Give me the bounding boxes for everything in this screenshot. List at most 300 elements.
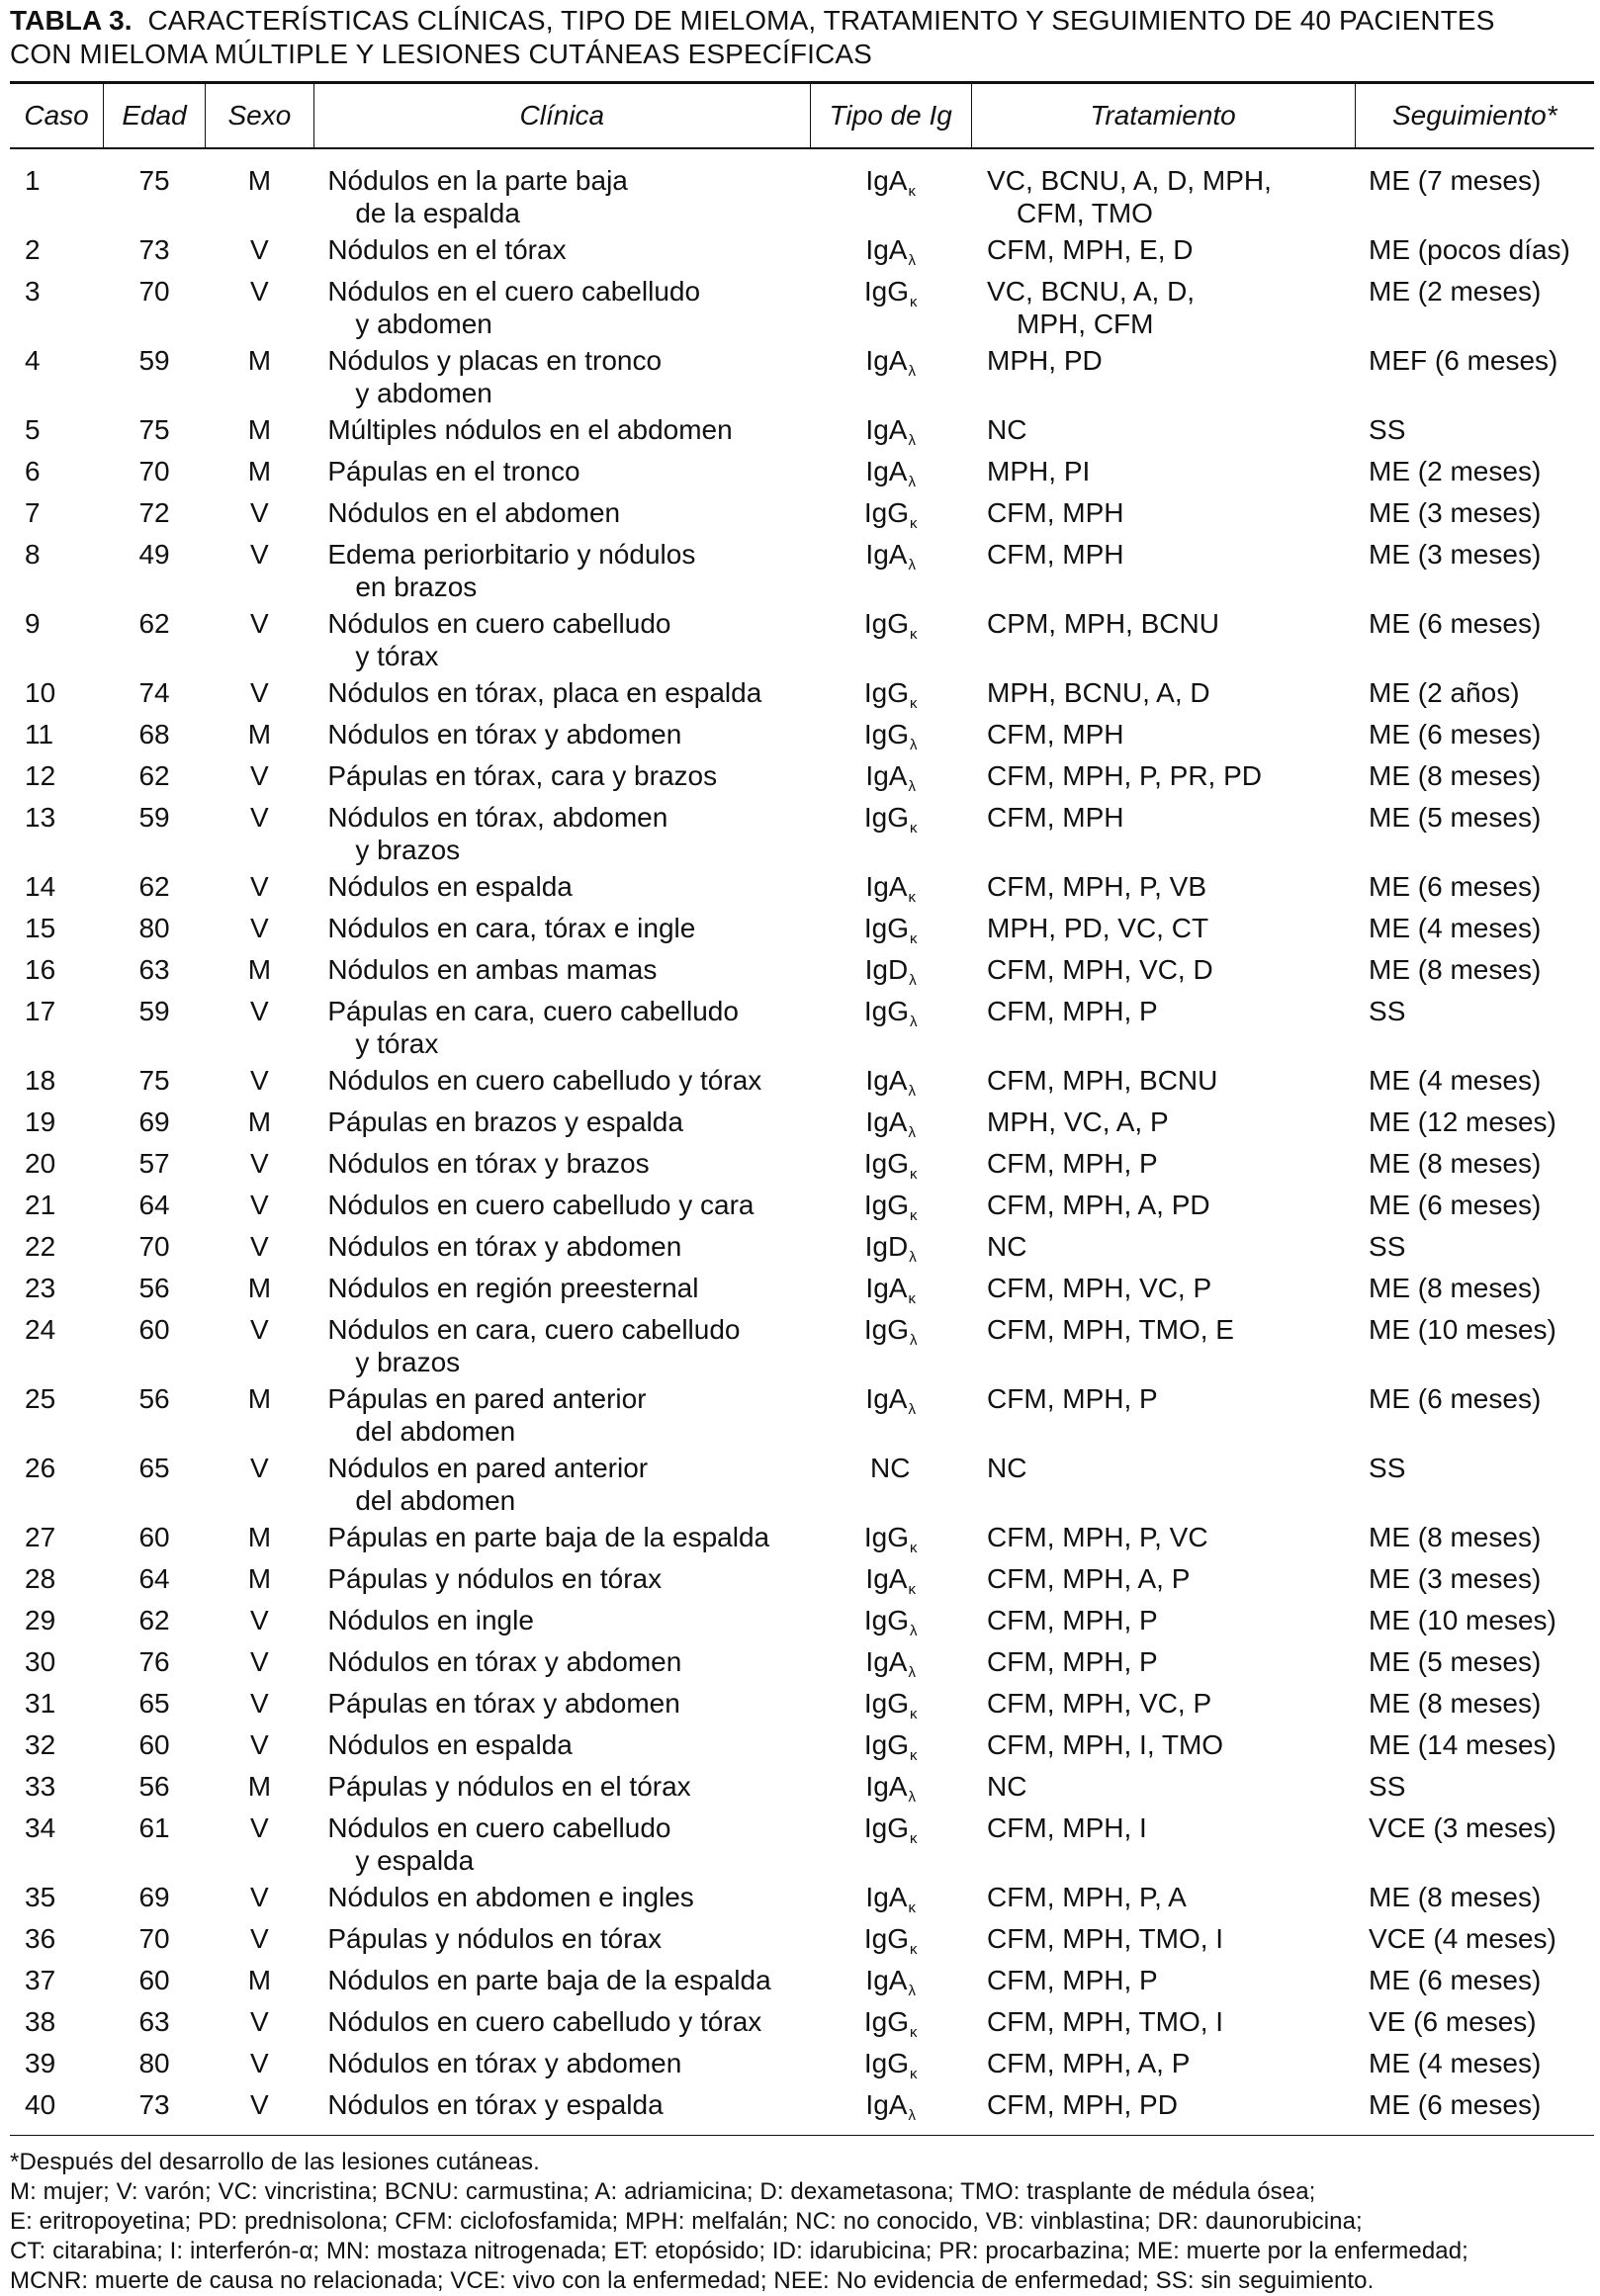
cell-seguimiento xyxy=(1355,1381,1594,1451)
ig-chain: λ xyxy=(910,1013,918,1030)
clinica-line: Pápulas en pared anterior xyxy=(327,1382,647,1414)
cell-tratamiento xyxy=(971,495,1355,537)
cell-sexo xyxy=(205,800,313,869)
cell-sexo xyxy=(205,274,313,343)
sexo-value: V xyxy=(250,2047,269,2078)
table-row xyxy=(10,758,1594,800)
table-row xyxy=(10,800,1594,869)
ig-value: IgG xyxy=(863,912,910,943)
cell-seguimiento xyxy=(1355,1312,1594,1381)
cell-seguimiento xyxy=(1355,800,1594,869)
cell-caso xyxy=(10,717,104,758)
seguimiento-value: SS xyxy=(1369,1770,1406,1802)
cell-tratamiento xyxy=(971,2046,1355,2087)
caso-value: 7 xyxy=(25,496,41,528)
clinica-line: y brazos xyxy=(355,834,461,865)
table-row xyxy=(10,412,1594,454)
cell-tipo-ig xyxy=(810,758,971,800)
cell-sexo xyxy=(205,1312,313,1381)
table-row xyxy=(10,495,1594,537)
seguimiento-value: VCE (4 meses) xyxy=(1369,1922,1556,1954)
caso-value: 22 xyxy=(25,1230,56,1262)
ig-value: IgG xyxy=(863,2005,910,2037)
tratamiento-line: CFM, MPH, P xyxy=(987,1382,1158,1414)
cell-tipo-ig xyxy=(810,1271,971,1312)
header-seguimiento: Seguimiento* xyxy=(1391,100,1557,131)
sexo-value: V xyxy=(250,1230,269,1262)
table-row xyxy=(10,1686,1594,1727)
seguimiento-value: ME (5 meses) xyxy=(1369,1645,1542,1677)
ig-chain: κ xyxy=(910,514,918,532)
edad-value: 65 xyxy=(138,1687,170,1719)
cell-tratamiento xyxy=(971,1312,1355,1381)
table-row xyxy=(10,232,1594,274)
ig-value: IgA xyxy=(865,1770,908,1802)
edad-value: 75 xyxy=(138,413,170,445)
tratamiento-line: CFM, MPH xyxy=(987,496,1124,528)
cell-tipo-ig xyxy=(810,1520,971,1561)
cell-tipo-ig xyxy=(810,1104,971,1146)
cell-edad xyxy=(104,1769,206,1810)
clinica-line: del abdomen xyxy=(355,1415,516,1447)
sexo-value: V xyxy=(250,538,269,570)
cell-tratamiento xyxy=(971,952,1355,994)
ig-chain: κ xyxy=(908,1899,916,1916)
seguimiento-value: ME (4 meses) xyxy=(1369,912,1542,943)
cell-sexo xyxy=(205,1603,313,1644)
cell-caso xyxy=(10,2046,104,2087)
cell-caso xyxy=(10,675,104,717)
ig-value: IgA xyxy=(865,1064,908,1096)
cell-edad xyxy=(104,232,206,274)
cell-sexo xyxy=(205,1727,313,1769)
table-row xyxy=(10,1810,1594,1880)
cell-edad xyxy=(104,1561,206,1603)
edad-value: 70 xyxy=(138,1230,170,1262)
ig-chain: λ xyxy=(910,1331,918,1349)
edad-value: 73 xyxy=(138,2088,170,2120)
edad-value: 60 xyxy=(138,1313,170,1345)
sexo-value: V xyxy=(250,1687,269,1719)
table-header xyxy=(10,84,1594,149)
cell-caso xyxy=(10,495,104,537)
seguimiento-value: ME (6 meses) xyxy=(1369,870,1542,902)
sexo-value: V xyxy=(250,496,269,528)
cell-tipo-ig xyxy=(810,1727,971,1769)
cell-caso xyxy=(10,606,104,675)
seguimiento-value: ME (6 meses) xyxy=(1369,1964,1542,1995)
caso-value: 27 xyxy=(25,1521,56,1552)
cell-clinica xyxy=(313,1104,810,1146)
cell-clinica xyxy=(313,1769,810,1810)
cell-tratamiento xyxy=(971,343,1355,412)
sexo-value: V xyxy=(250,233,269,265)
seguimiento-value: ME (8 meses) xyxy=(1369,1521,1542,1552)
ig-value: IgD xyxy=(864,953,909,985)
caso-value: 29 xyxy=(25,1604,56,1635)
seguimiento-value: ME (8 meses) xyxy=(1369,953,1542,985)
sexo-value: M xyxy=(247,455,272,486)
cell-edad xyxy=(104,1963,206,2004)
ig-chain: λ xyxy=(908,1982,916,1999)
clinica-line: Pápulas en cara, cuero cabelludo xyxy=(327,995,739,1026)
ig-chain: λ xyxy=(908,777,916,795)
ig-value: IgG xyxy=(863,496,910,528)
seguimiento-value: ME (8 meses) xyxy=(1369,1687,1542,1719)
cell-tipo-ig xyxy=(810,1769,971,1810)
cell-caso xyxy=(10,343,104,412)
cell-tratamiento xyxy=(971,1921,1355,1963)
clinica-line: Nódulos en tórax y abdomen xyxy=(327,718,682,750)
clinica-line: Nódulos en cuero cabelludo y tórax xyxy=(327,2005,762,2037)
sexo-value: V xyxy=(250,1645,269,1677)
cell-seguimiento xyxy=(1355,412,1594,454)
table-row xyxy=(10,1381,1594,1451)
ig-chain: κ xyxy=(910,2065,918,2082)
cell-tratamiento xyxy=(971,537,1355,606)
cell-clinica xyxy=(313,2004,810,2046)
footnote-line: CT: citarabina; I: interferón-α; MN: mostaza nitrogenada; ET: etopósido; ID: idarubicina; PR: procarbazina; ME: muerte por la enfermedad; xyxy=(10,2238,1468,2264)
cell-caso xyxy=(10,1644,104,1686)
cell-caso xyxy=(10,1686,104,1727)
cell-tipo-ig xyxy=(810,495,971,537)
cell-seguimiento xyxy=(1355,952,1594,994)
caso-value: 16 xyxy=(25,953,56,985)
cell-seguimiento xyxy=(1355,869,1594,911)
clinica-line: Pápulas en brazos y espalda xyxy=(327,1105,683,1137)
edad-value: 64 xyxy=(138,1189,170,1220)
cell-tipo-ig xyxy=(810,869,971,911)
cell-tipo-ig xyxy=(810,1686,971,1727)
cell-tipo-ig xyxy=(810,2087,971,2129)
caso-value: 38 xyxy=(25,2005,56,2037)
ig-chain: λ xyxy=(908,473,916,490)
cell-clinica xyxy=(313,800,810,869)
seguimiento-value: VCE (3 meses) xyxy=(1369,1811,1556,1843)
clinica-line: Nódulos en la parte baja xyxy=(327,164,628,196)
sexo-value: M xyxy=(247,344,272,376)
ig-value: IgA xyxy=(865,1645,908,1677)
ig-chain: λ xyxy=(908,431,916,449)
seguimiento-value: ME (10 meses) xyxy=(1369,1313,1556,1345)
cell-edad xyxy=(104,412,206,454)
cell-tipo-ig xyxy=(810,1880,971,1921)
table-body xyxy=(10,149,1594,2129)
cell-clinica xyxy=(313,2046,810,2087)
seguimiento-value: SS xyxy=(1369,413,1406,445)
sexo-value: M xyxy=(247,1770,272,1802)
cell-edad xyxy=(104,1312,206,1381)
ig-chain: κ xyxy=(910,293,918,310)
ig-value: IgG xyxy=(863,607,910,639)
caso-value: 32 xyxy=(25,1728,56,1760)
ig-chain: κ xyxy=(910,1705,918,1722)
cell-clinica xyxy=(313,606,810,675)
sexo-value: V xyxy=(250,759,269,791)
cell-tipo-ig xyxy=(810,1229,971,1271)
table-row xyxy=(10,1271,1594,1312)
cell-sexo xyxy=(205,1271,313,1312)
sexo-value: V xyxy=(250,607,269,639)
cell-tratamiento xyxy=(971,869,1355,911)
cell-edad xyxy=(104,2004,206,2046)
sexo-value: V xyxy=(250,1604,269,1635)
tratamiento-line: CFM, MPH, P xyxy=(987,1645,1158,1677)
cell-edad xyxy=(104,1644,206,1686)
table-row xyxy=(10,1644,1594,1686)
caso-value: 3 xyxy=(25,275,41,307)
cell-clinica xyxy=(313,343,810,412)
cell-tipo-ig xyxy=(810,1381,971,1451)
cell-clinica xyxy=(313,495,810,537)
cell-tipo-ig xyxy=(810,537,971,606)
tratamiento-line: CFM, MPH, BCNU xyxy=(987,1064,1218,1096)
clinica-line: Nódulos en parte baja de la espalda xyxy=(327,1964,771,1995)
cell-seguimiento xyxy=(1355,537,1594,606)
cell-caso xyxy=(10,163,104,232)
edad-value: 74 xyxy=(138,676,170,708)
edad-value: 65 xyxy=(138,1452,170,1483)
cell-tratamiento xyxy=(971,163,1355,232)
ig-value: IgA xyxy=(865,870,908,902)
sexo-value: V xyxy=(250,1064,269,1096)
cell-seguimiento xyxy=(1355,1104,1594,1146)
tratamiento-line: CFM, MPH, E, D xyxy=(987,233,1194,265)
header-edad: Edad xyxy=(104,84,206,147)
seguimiento-value: ME (4 meses) xyxy=(1369,1064,1542,1096)
sexo-value: M xyxy=(247,718,272,750)
clinica-line: Nódulos en ingle xyxy=(327,1604,534,1635)
cell-sexo xyxy=(205,1146,313,1188)
clinica-line: Nódulos en pared anterior xyxy=(327,1452,649,1483)
tratamiento-line: NC xyxy=(987,1770,1027,1802)
tratamiento-line: CFM, MPH xyxy=(987,801,1124,833)
cell-tipo-ig xyxy=(810,412,971,454)
cell-tratamiento xyxy=(971,1561,1355,1603)
tratamiento-line: CFM, MPH, I, TMO xyxy=(987,1728,1224,1760)
seguimiento-value: ME (2 meses) xyxy=(1369,275,1542,307)
cell-edad xyxy=(104,952,206,994)
edad-value: 80 xyxy=(138,2047,170,2078)
cell-edad xyxy=(104,1880,206,1921)
table-row xyxy=(10,606,1594,675)
tratamiento-line: CPM, MPH, BCNU xyxy=(987,607,1219,639)
cell-edad xyxy=(104,675,206,717)
ig-chain: λ xyxy=(909,971,917,989)
caso-value: 1 xyxy=(25,164,41,196)
cell-edad xyxy=(104,1188,206,1229)
clinica-line: Nódulos en tórax, placa en espalda xyxy=(327,676,762,708)
edad-value: 63 xyxy=(138,2005,170,2037)
cell-tipo-ig xyxy=(810,2046,971,2087)
bottom-rule xyxy=(10,2135,1594,2137)
clinica-line: Pápulas en tórax, cara y brazos xyxy=(327,759,718,791)
sexo-value: V xyxy=(250,1452,269,1483)
ig-value: IgG xyxy=(863,1604,910,1635)
edad-value: 70 xyxy=(138,455,170,486)
clinica-line: Pápulas y nódulos en tórax xyxy=(327,1922,663,1954)
cell-tratamiento xyxy=(971,1146,1355,1188)
ig-value: IgG xyxy=(863,1521,910,1552)
cell-seguimiento xyxy=(1355,994,1594,1063)
caso-value: 9 xyxy=(25,607,41,639)
cell-sexo xyxy=(205,412,313,454)
ig-value: IgA xyxy=(865,1881,908,1912)
tratamiento-line: CFM, MPH, VC, P xyxy=(987,1272,1212,1303)
seguimiento-value: ME (4 meses) xyxy=(1369,2047,1542,2078)
tratamiento-line: CFM, MPH, P, A xyxy=(987,1881,1187,1912)
sexo-value: V xyxy=(250,2088,269,2120)
cell-tratamiento xyxy=(971,675,1355,717)
caso-value: 8 xyxy=(25,538,41,570)
cell-caso xyxy=(10,911,104,952)
tratamiento-line: CFM, MPH xyxy=(987,718,1124,750)
table-row xyxy=(10,717,1594,758)
cell-caso xyxy=(10,869,104,911)
ig-chain: κ xyxy=(910,625,918,643)
caso-value: 6 xyxy=(25,455,41,486)
clinica-line: Nódulos en cara, cuero cabelludo xyxy=(327,1313,741,1345)
cell-seguimiento xyxy=(1355,1686,1594,1727)
document-page xyxy=(10,4,1594,2296)
tratamiento-line: CFM, MPH, A, P xyxy=(987,2047,1191,2078)
cell-tratamiento xyxy=(971,1644,1355,1686)
sexo-value: M xyxy=(247,413,272,445)
cell-sexo xyxy=(205,911,313,952)
ig-value: IgA xyxy=(865,538,908,570)
cell-tratamiento xyxy=(971,1520,1355,1561)
ig-value: IgG xyxy=(863,275,910,307)
clinica-line: en brazos xyxy=(355,571,478,602)
clinica-line: Pápulas y nódulos en tórax xyxy=(327,1562,663,1594)
cell-caso xyxy=(10,1769,104,1810)
cell-seguimiento xyxy=(1355,1063,1594,1104)
cell-tratamiento xyxy=(971,1880,1355,1921)
caso-value: 26 xyxy=(25,1452,56,1483)
cell-clinica xyxy=(313,1921,810,1963)
cell-sexo xyxy=(205,2004,313,2046)
seguimiento-value: ME (6 meses) xyxy=(1369,2088,1542,2120)
clinica-line: Nódulos en cara, tórax e ingle xyxy=(327,912,696,943)
cell-caso xyxy=(10,274,104,343)
cell-caso xyxy=(10,412,104,454)
cell-edad xyxy=(104,1520,206,1561)
ig-value: IgA xyxy=(865,1272,908,1303)
edad-value: 70 xyxy=(138,275,170,307)
table-title xyxy=(10,4,1594,71)
cell-edad xyxy=(104,343,206,412)
ig-value: IgA xyxy=(865,233,908,265)
ig-chain: λ xyxy=(908,1082,916,1100)
cell-seguimiento xyxy=(1355,1921,1594,1963)
sexo-value: M xyxy=(247,1272,272,1303)
sexo-value: V xyxy=(250,676,269,708)
cell-sexo xyxy=(205,2087,313,2129)
cell-edad xyxy=(104,495,206,537)
cell-seguimiento xyxy=(1355,1727,1594,1769)
cell-edad xyxy=(104,606,206,675)
cell-sexo xyxy=(205,1520,313,1561)
edad-value: 60 xyxy=(138,1521,170,1552)
cell-clinica xyxy=(313,1520,810,1561)
cell-tratamiento xyxy=(971,2087,1355,2129)
clinica-line: Nódulos en cuero cabelludo y cara xyxy=(327,1189,755,1220)
cell-sexo xyxy=(205,537,313,606)
seguimiento-value: ME (6 meses) xyxy=(1369,1189,1542,1220)
cell-tratamiento xyxy=(971,454,1355,495)
ig-value: IgA xyxy=(865,1105,908,1137)
sexo-value: V xyxy=(250,1147,269,1179)
cell-clinica xyxy=(313,274,810,343)
cell-sexo xyxy=(205,717,313,758)
cell-edad xyxy=(104,1063,206,1104)
cell-seguimiento xyxy=(1355,1229,1594,1271)
caso-value: 34 xyxy=(25,1811,56,1843)
edad-value: 75 xyxy=(138,164,170,196)
header-tratamiento: Tratamiento xyxy=(971,84,1355,147)
caso-value: 15 xyxy=(25,912,56,943)
cell-clinica xyxy=(313,1146,810,1188)
table-row xyxy=(10,2087,1594,2129)
sexo-value: M xyxy=(247,1382,272,1414)
edad-value: 80 xyxy=(138,912,170,943)
seguimiento-value: ME (8 meses) xyxy=(1369,1881,1542,1912)
cell-clinica xyxy=(313,1229,810,1271)
table-row xyxy=(10,343,1594,412)
cell-sexo xyxy=(205,1381,313,1451)
clinica-line: Nódulos en ambas mamas xyxy=(327,953,658,985)
cell-clinica xyxy=(313,717,810,758)
table-row xyxy=(10,1769,1594,1810)
sexo-value: M xyxy=(247,1964,272,1995)
cell-seguimiento xyxy=(1355,454,1594,495)
cell-clinica xyxy=(313,1188,810,1229)
sexo-value: M xyxy=(247,1105,272,1137)
cell-clinica xyxy=(313,1271,810,1312)
clinica-line: y abdomen xyxy=(355,308,492,339)
cell-seguimiento xyxy=(1355,2004,1594,2046)
cell-seguimiento xyxy=(1355,163,1594,232)
clinica-line: Nódulos en cuero cabelludo y tórax xyxy=(327,1064,762,1096)
tratamiento-line: CFM, MPH, P xyxy=(987,1147,1158,1179)
seguimiento-value: SS xyxy=(1369,995,1406,1026)
cell-sexo xyxy=(205,1880,313,1921)
ig-value: IgG xyxy=(863,1811,910,1843)
clinica-line: y brazos xyxy=(355,1346,461,1377)
table-row xyxy=(10,1561,1594,1603)
seguimiento-value: ME (14 meses) xyxy=(1369,1728,1556,1760)
footnote-line: M: mujer; V: varón; VC: vincristina; BCNU: carmustina; A: adriamicina; D: dexametasona; TMO: trasplante de médula ósea; xyxy=(10,2178,1316,2205)
edad-value: 76 xyxy=(138,1645,170,1677)
table-row xyxy=(10,1104,1594,1146)
cell-caso xyxy=(10,1063,104,1104)
tratamiento-line: CFM, MPH, P, VC xyxy=(987,1521,1208,1552)
ig-value: NC xyxy=(869,1452,911,1483)
edad-value: 61 xyxy=(138,1811,170,1843)
tratamiento-line: NC xyxy=(987,413,1027,445)
ig-value: IgA xyxy=(865,344,908,376)
cell-tipo-ig xyxy=(810,1810,971,1880)
cell-sexo xyxy=(205,1810,313,1880)
clinica-line: del abdomen xyxy=(355,1484,516,1516)
cell-tipo-ig xyxy=(810,1603,971,1644)
cell-sexo xyxy=(205,1104,313,1146)
edad-value: 69 xyxy=(138,1105,170,1137)
edad-value: 70 xyxy=(138,1922,170,1954)
cell-tipo-ig xyxy=(810,1963,971,2004)
cell-tratamiento xyxy=(971,274,1355,343)
cell-tipo-ig xyxy=(810,994,971,1063)
